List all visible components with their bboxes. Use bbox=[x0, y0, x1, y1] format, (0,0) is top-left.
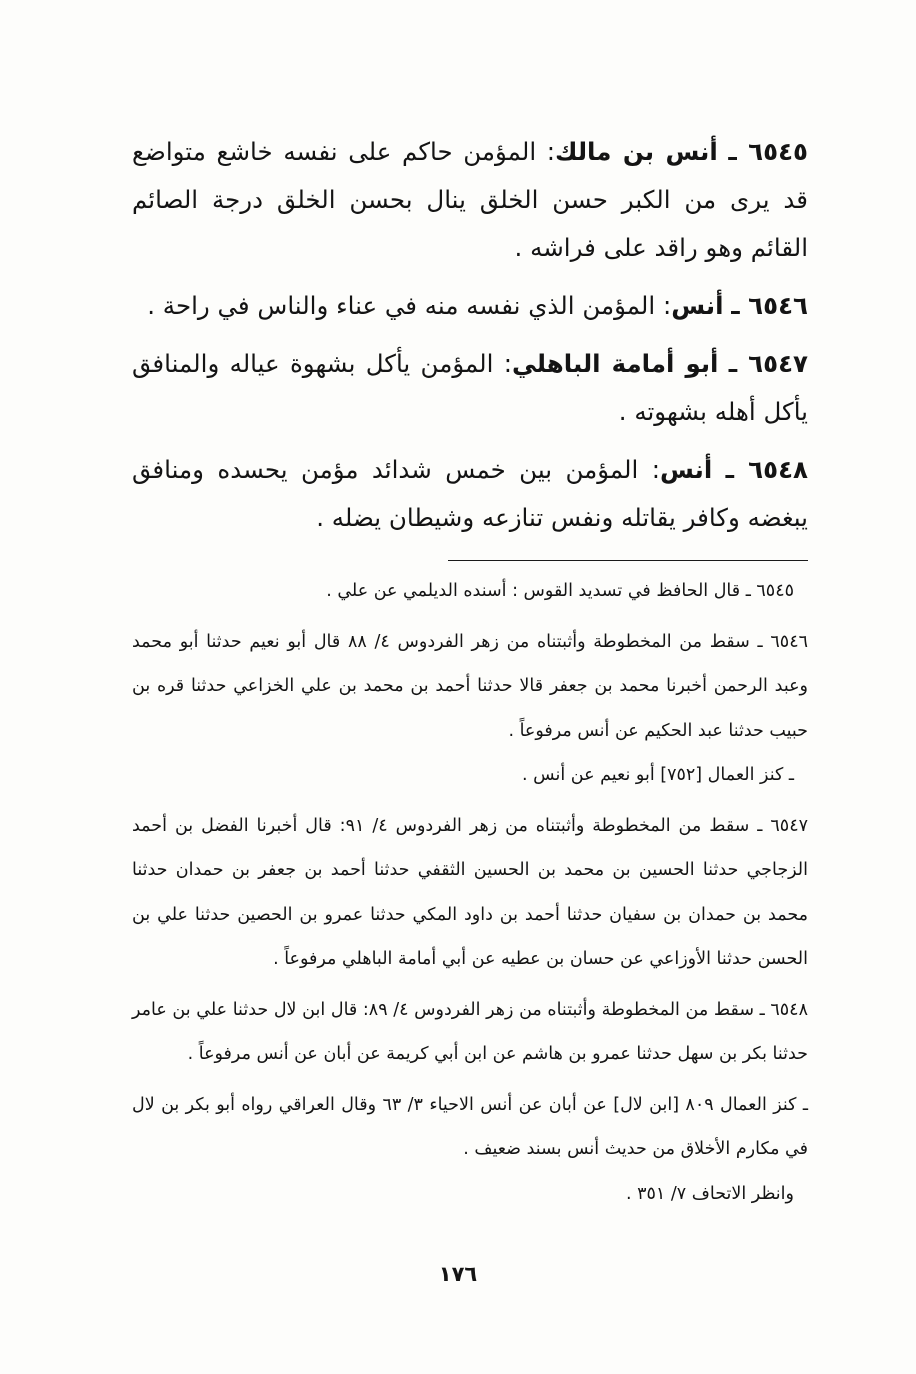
footnote-6545: ٦٥٤٥ ـ قال الحافظ في تسديد القوس : أسنده الديلمي عن علي . bbox=[326, 581, 794, 601]
page-body bbox=[132, 128, 808, 1216]
footnote-ithaf: وانظر الاتحاف ٧/ ٣٥١ . bbox=[625, 1183, 794, 1204]
entry-text: : المؤمن الذي نفسه منه في عناء والناس في راحة . bbox=[147, 291, 672, 320]
footnote-6548-kanz: ـ كنز العمال ٨٠٩ [ابن لال] عن أبان عن أنس الاحياء ٣/ ٦٣ وقال العراقي رواه أبو بكر بن لال في مكارم الأخلاق من حديث أنس بسند ضعيف . bbox=[132, 1094, 808, 1159]
hadith-entry-6547 bbox=[132, 340, 808, 436]
entry-number: ٦٥٤٥ ـ bbox=[728, 137, 808, 166]
entry-number: ٦٥٤٧ ـ bbox=[728, 349, 808, 378]
entry-narrator: أنس بن مالك bbox=[555, 137, 718, 166]
footnote-6546-kanz: ـ كنز العمال [٧٥٢] أبو نعيم عن أنس . bbox=[522, 765, 794, 785]
footnote-6548: ٦٥٤٨ ـ سقط من المخطوطة وأثبتناه من زهر الفردوس ٤/ ٨٩: قال ابن لال حدثنا علي بن عامر حدثنا بكر بن سهل حدثنا عمرو بن هاشم عن ابن أبي كريمة عن أبان عن أنس مرفوعاً . bbox=[132, 999, 808, 1064]
entry-number: ٦٥٤٨ ـ bbox=[725, 455, 808, 484]
entry-number: ٦٥٤٦ ـ bbox=[731, 291, 808, 320]
entry-text: : المؤمن يأكل بشهوة عياله والمنافق يأكل أهله بشهوته . bbox=[132, 349, 808, 426]
entry-text: : المؤمن بين خمس شدائد مؤمن يحسده ومنافق يبغضه وكافر يقاتله ونفس تنازعه وشيطان يضله . bbox=[132, 455, 808, 532]
page-number: ١٧٦ bbox=[438, 1262, 478, 1286]
entry-narrator: أنس bbox=[671, 291, 724, 320]
hadith-entry-6545 bbox=[132, 128, 808, 272]
hadith-entry-6548 bbox=[132, 446, 808, 542]
footnote-separator bbox=[448, 560, 808, 561]
hadith-entry-6546 bbox=[132, 282, 808, 330]
entry-text: : المؤمن حاكم على نفسه خاشع متواضع قد يرى من الكبر حسن الخلق ينال بحسن الخلق درجة الصائم القائم وهو راقد على فراشه . bbox=[132, 137, 808, 262]
footnote-6546: ٦٥٤٦ ـ سقط من المخطوطة وأثبتناه من زهر الفردوس ٤/ ٨٨ قال أبو نعيم حدثنا أبو محمد وعبد الرحمن أخبرنا محمد بن جعفر قالا حدثنا أحمد بن محمد بن علي الخزاعي حدثنا قره بن حبيب حدثنا عبد الحكيم عن أنس مرفوعاً . bbox=[132, 631, 808, 741]
entry-narrator: أبو أمامة الباهلي bbox=[511, 349, 719, 378]
entry-narrator: أنس bbox=[659, 455, 713, 484]
footnote-6547: ٦٥٤٧ ـ سقط من المخطوطة وأثبتناه من زهر الفردوس ٤/ ٩١: قال أخبرنا الفضل بن أحمد الزجاجي حدثنا الحسين بن محمد بن الحسين الثقفي حدثنا أحمد بن جعفر بن حمدان حدثنا محمد بن حمدان بن سفيان حدثنا أحمد بن داود المكي حدثنا عمرو بن الحصين حدثنا علي بن الحسن حدثنا الأوزاعي عن حسان بن عطيه عن أبي أمامة الباهلي مرفوعاً . bbox=[132, 815, 808, 969]
